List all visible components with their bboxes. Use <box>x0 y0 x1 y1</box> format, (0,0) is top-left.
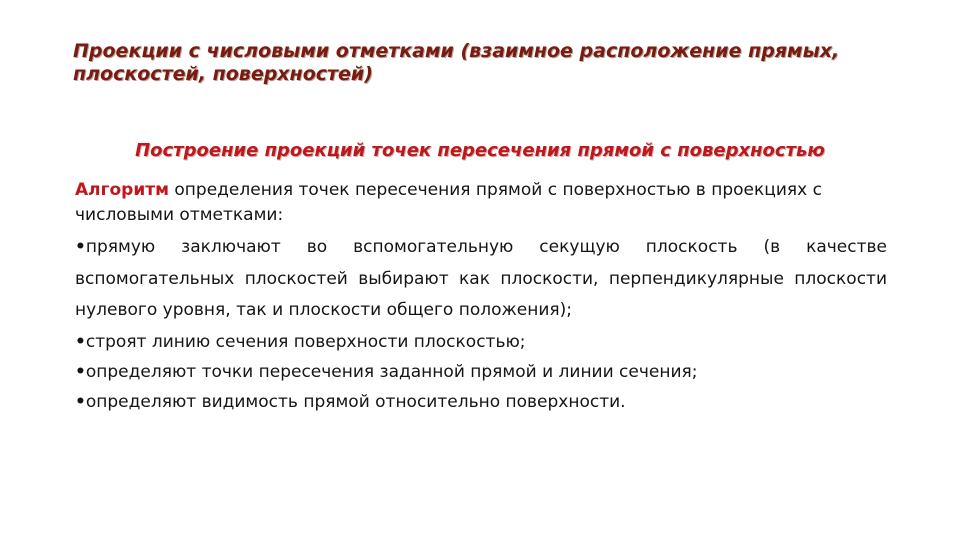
slide-body <box>75 178 887 417</box>
bullet-text: прямую заключают во вспомогательную секущую плоскость (в качестве вспомогательных плоскостей выбирают как плоскости, перпендикулярные плоскости нулевого уровня, так и плоскости общего положения); <box>75 237 887 320</box>
slide-title: Проекции с числовыми отметками (взаимное расположение прямых, плоскостей, поверхностей) <box>73 40 840 85</box>
bullet-item <box>75 387 887 417</box>
bullet-mark: • <box>75 391 86 412</box>
bullet-text: строят линию сечения поверхности плоскостью; <box>85 331 526 352</box>
bullet-item <box>75 327 887 357</box>
bullet-mark: • <box>75 331 86 352</box>
bullet-text: определяют видимость прямой относительно поверхности. <box>85 391 626 412</box>
bullet-mark: • <box>75 237 86 257</box>
slide-subtitle: Построение проекций точек пересечения прямой с поверхностью <box>135 140 825 161</box>
algorithm-intro <box>75 178 887 228</box>
bullet-text: определяют точки пересечения заданной прямой и линии сечения; <box>85 361 698 382</box>
algorithm-intro-text: определения точек пересечения прямой с поверхностью в проекциях с числовыми отметками: <box>75 180 822 225</box>
bullet-mark: • <box>75 361 86 382</box>
bullet-item <box>75 357 887 387</box>
bullet-item <box>75 232 887 327</box>
algorithm-keyword: Алгоритм <box>75 180 169 200</box>
